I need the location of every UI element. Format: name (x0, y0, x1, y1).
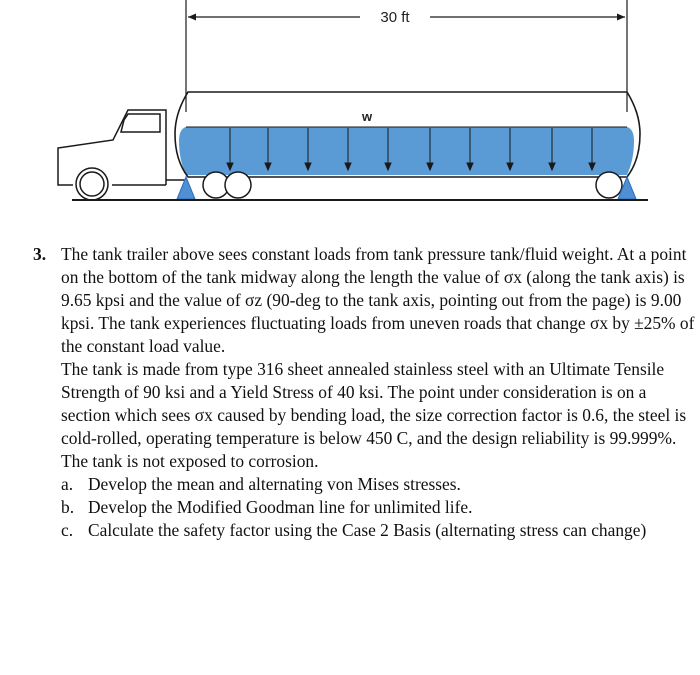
fluid-fill (186, 127, 627, 175)
load-label: w (361, 109, 373, 124)
subquestion-list (61, 473, 695, 542)
subquestion-text: Develop the mean and alternating von Mises stresses. (88, 474, 461, 494)
problem-number: 3. (33, 244, 47, 264)
subquestion-b (61, 496, 695, 519)
problem-3 (33, 243, 695, 542)
arrowhead-right-icon (617, 14, 625, 21)
rear-wheel (596, 172, 622, 198)
subquestion-letter: a. (61, 474, 74, 494)
front-wheel-outer (76, 168, 108, 200)
trailer-wheel-2 (225, 172, 251, 198)
subquestion-letter: c. (61, 520, 74, 540)
subquestion-c (61, 519, 695, 542)
truck-body-outline (58, 110, 166, 185)
subquestion-text: Develop the Modified Goodman line for unlimited life. (88, 497, 473, 517)
tank (175, 92, 640, 177)
arrowhead-left-icon (188, 14, 196, 21)
subquestion-a (61, 473, 695, 496)
truck-window (121, 114, 160, 132)
subquestion-letter: b. (61, 497, 75, 517)
subquestion-text: Calculate the safety factor using the Case 2 Basis (alternating stress can change) (88, 520, 647, 540)
problem-paragraph-2: The tank is made from type 316 sheet annealed stainless steel with an Ultimate Tensile Strength of 90 ksi and a Yield Stress of 40 ksi. The point under consideration is on a section which sees σx caused by bending load, the size correction factor is 0.6, the steel is cold-rolled, operating temperature is below 450 C, and the design reliability is 99.999%. The tank is not exposed to corrosion. (61, 359, 687, 471)
dimension-label: 30 ft (380, 9, 410, 26)
tank-trailer-figure (0, 0, 700, 215)
problem-paragraph-1: The tank trailer above sees constant loads from tank pressure tank/fluid weight. At a point on the bottom of the tank midway along the length the value of σx (along the tank axis) is 9.65 kpsi and the value of σz (90-deg to the tank axis, pointing out from the page) is 9.00 kpsi. The tank experiences fluctuating loads from uneven roads that change σx by ±25% of the constant load value. (61, 244, 695, 356)
